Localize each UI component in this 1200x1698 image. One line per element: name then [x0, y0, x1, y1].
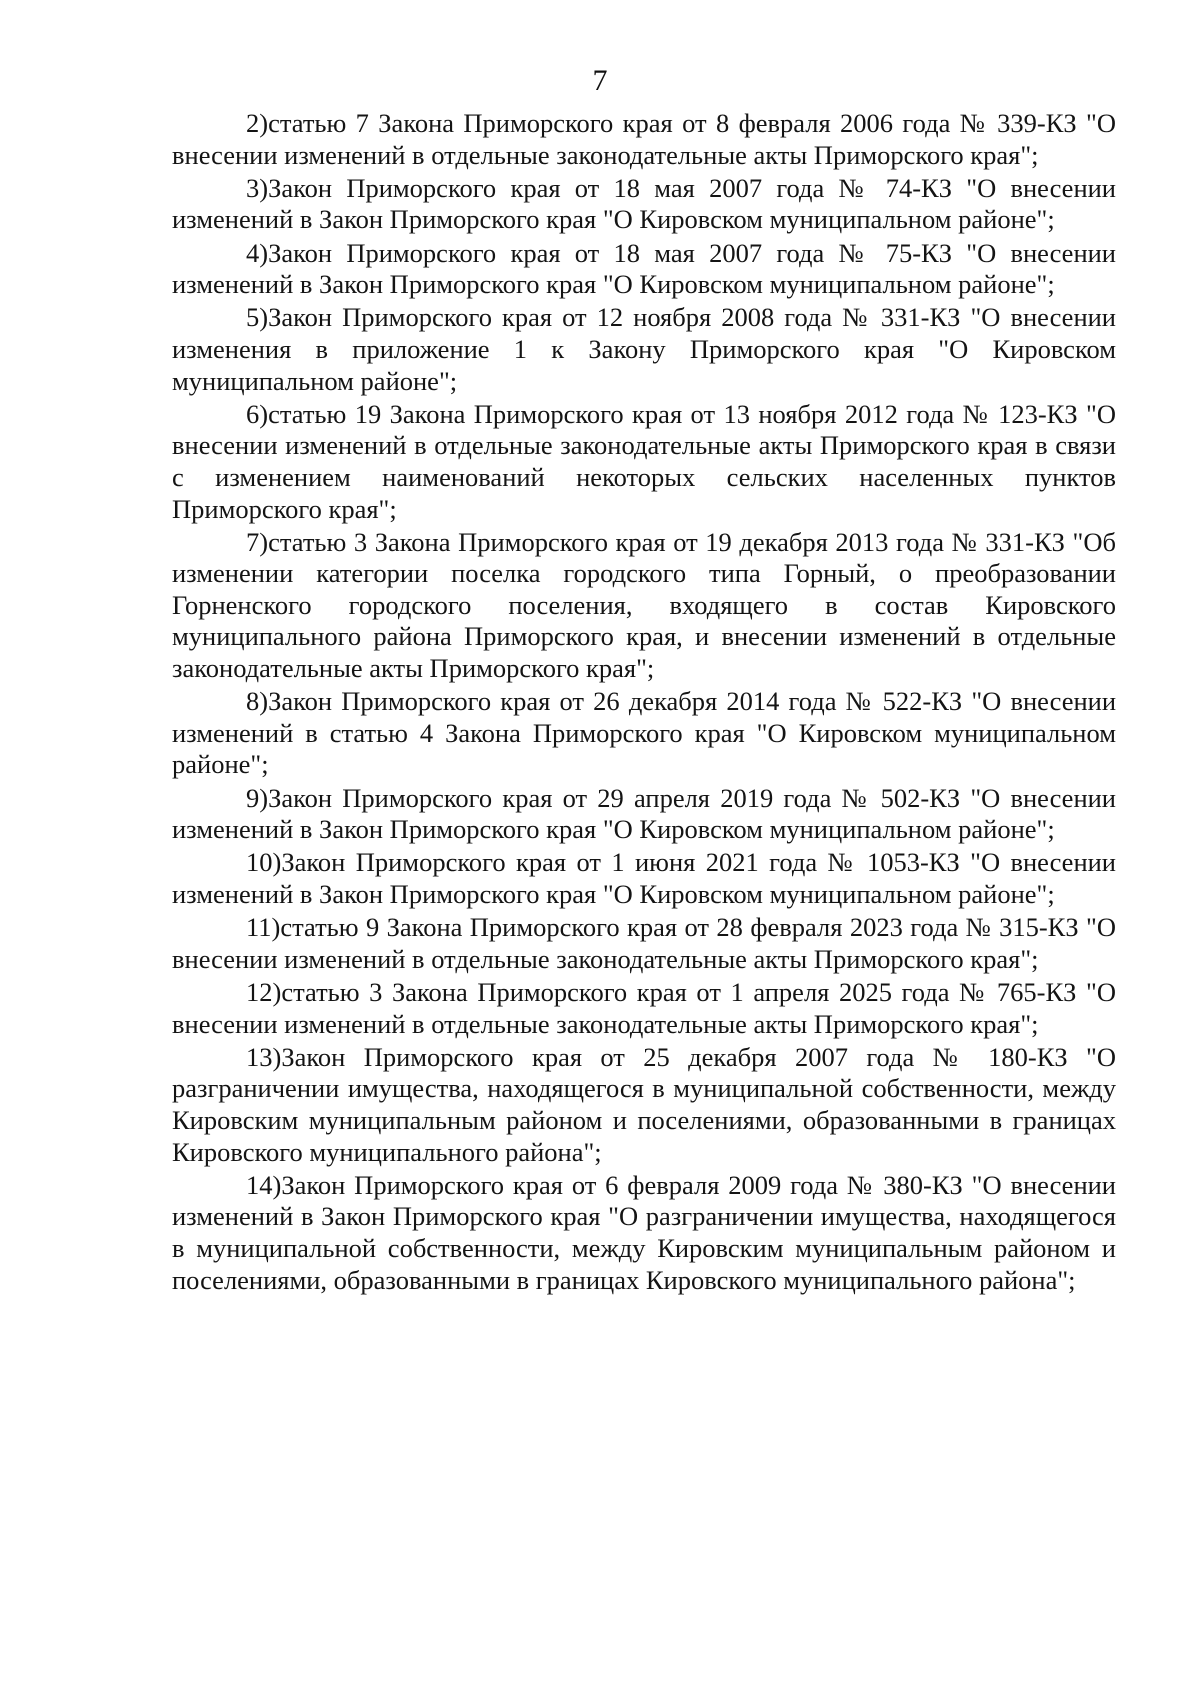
item-number: 11) [246, 912, 281, 943]
item-text: Закон Приморского края от 1 июня 2021 года № 1053-КЗ "О внесении изменений в Закон Приморского края "О Кировском муниципальном районе"; [172, 847, 1116, 909]
document-body [172, 108, 1116, 1298]
list-item [172, 108, 1116, 171]
list-item [172, 173, 1116, 236]
item-number: 13) [246, 1041, 282, 1072]
item-number: 5) [246, 302, 269, 333]
item-number: 9) [246, 782, 269, 813]
item-text: статью 19 Закона Приморского края от 13 ноября 2012 года № 123-КЗ "О внесении изменений в отдельные законодательные акты Приморского края в связи с изменением наименований некоторых сельских населенных пунктов Приморского края"; [172, 398, 1116, 524]
list-item [172, 783, 1116, 846]
item-number: 8) [246, 686, 269, 717]
list-item [172, 686, 1116, 781]
item-text: статью 7 Закона Приморского края от 8 февраля 2006 года № 339-КЗ "О внесении изменений в отдельные законодательные акты Приморского края"; [172, 108, 1116, 170]
item-text: Закон Приморского края от 12 ноября 2008 года № 331-КЗ "О внесении изменения в приложение 1 к Закону Приморского края "О Кировском муниципальном районе"; [172, 302, 1116, 396]
item-number: 6) [246, 398, 269, 429]
list-item [172, 527, 1116, 685]
item-text: Закон Приморского края от 29 апреля 2019 года № 502-КЗ "О внесении изменений в Закон Приморского края "О Кировском муниципальном районе"; [172, 782, 1116, 845]
item-number: 3) [246, 172, 269, 203]
list-item [172, 912, 1116, 975]
item-text: статью 9 Закона Приморского края от 28 февраля 2023 года № 315-КЗ "О внесении изменений в отдельные законодательные акты Приморского края"; [172, 912, 1116, 974]
list-item [172, 1042, 1116, 1168]
item-text: Закон Приморского края от 6 февраля 2009 года № 380-КЗ "О внесении изменений в Закон Приморского края "О разграничении имущества, находящегося в муниципальной собственности, между Кировским муниципальным районом и поселениями, образованными в границах Кировского муниципального района"; [172, 1169, 1116, 1295]
item-number: 2) [246, 108, 269, 138]
list-item [172, 238, 1116, 301]
item-text: статью 3 Закона Приморского края от 1 апреля 2025 года № 765-КЗ "О внесении изменений в отдельные законодательные акты Приморского края"; [172, 976, 1116, 1039]
list-item [172, 977, 1116, 1040]
item-number: 14) [246, 1169, 282, 1200]
list-item [172, 847, 1116, 910]
item-number: 10) [246, 847, 282, 878]
item-text: Закон Приморского края от 25 декабря 2007 года № 180-КЗ "О разграничении имущества, находящегося в муниципальной собственности, между Кировским муниципальным районом и поселениями, образованными в границах Кировского муниципального района"; [172, 1041, 1116, 1167]
item-number: 12) [246, 976, 282, 1007]
item-text: Закон Приморского края от 26 декабря 2014 года № 522-КЗ "О внесении изменений в статью 4 Закона Приморского края "О Кировском муниципальном районе"; [172, 686, 1116, 780]
list-item [172, 302, 1116, 397]
list-item [172, 399, 1116, 525]
item-text: Закон Приморского края от 18 мая 2007 года № 74-КЗ "О внесении изменений в Закон Приморского края "О Кировском муниципальном районе"; [172, 172, 1116, 235]
page-number: 7 [592, 64, 608, 97]
item-text: статью 3 Закона Приморского края от 19 декабря 2013 года № 331-КЗ "Об изменении категории поселка городского типа Горный, о преобразовании Горненского городского поселения, входящего в состав Кировского муниципального района Приморского края, и внесении изменений в отдельные законодательные акты Приморского края"; [172, 526, 1116, 684]
item-number: 4) [246, 237, 269, 268]
item-text: Закон Приморского края от 18 мая 2007 года № 75-КЗ "О внесении изменений в Закон Приморского края "О Кировском муниципальном районе"; [172, 237, 1116, 300]
item-number: 7) [246, 526, 269, 557]
list-item [172, 1170, 1116, 1296]
